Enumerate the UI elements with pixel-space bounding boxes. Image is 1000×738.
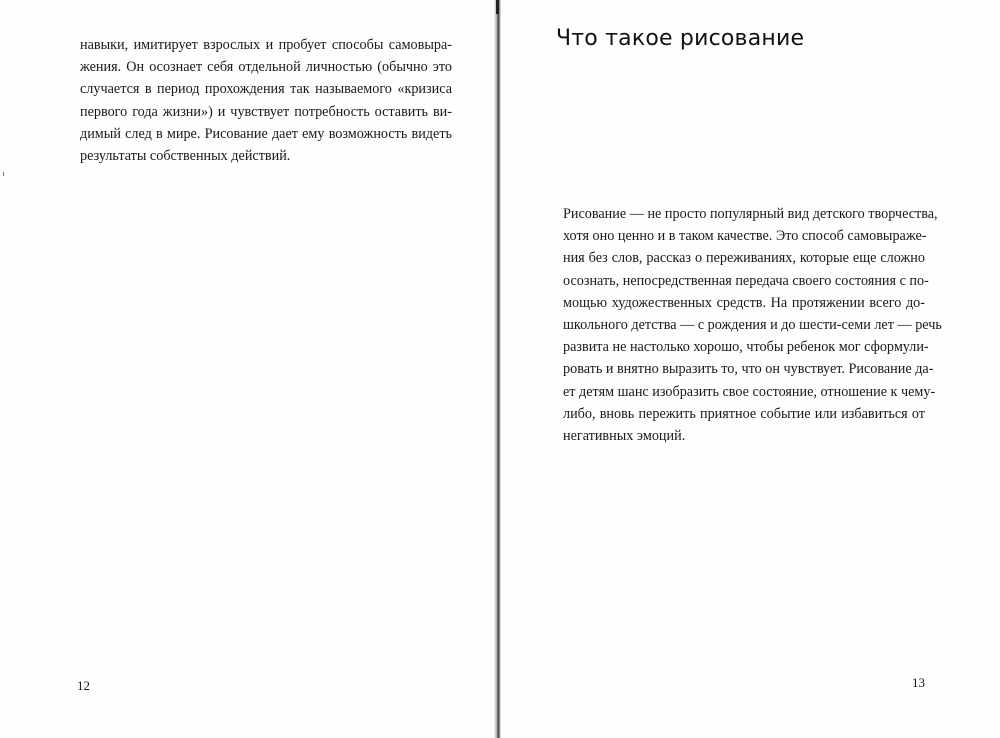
text-line: осознать, непосредственная передача своего состояния с по-: [563, 272, 929, 289]
text-line: первого года жизни») и чувствует потребность оставить ви-: [80, 103, 452, 120]
left-page-body-text: [80, 34, 452, 167]
book-gutter: [494, 0, 501, 738]
text-line: либо, вновь пережить приятное событие или избавиться от: [563, 405, 925, 422]
left-page: [0, 0, 496, 738]
text-line: навыки, имитирует взрослых и пробует способы самовыра-: [80, 37, 452, 53]
text-line: мощью художественных средств. На протяжении всего до-: [563, 294, 925, 311]
text-line: школьного детства — с рождения и до шести-семи лет — речь: [563, 317, 942, 334]
text-line: жения. Он осознает себя отдельной личностью (обычно это: [80, 59, 452, 76]
text-line: Рисование — не просто популярный вид детского творчества,: [563, 206, 938, 222]
text-line: ет детям шанс изобразить свое состояние, отношение к чему-: [563, 383, 936, 400]
text-line: развита не настолько хорошо, чтобы ребенок мог сформули-: [563, 339, 929, 356]
text-line: случается в период прохождения так называемого «кризиса: [80, 81, 452, 98]
right-page-number: 13: [912, 675, 925, 690]
book-gutter-shadow: [496, 0, 499, 14]
chapter-heading: Что такое рисование: [556, 26, 805, 51]
text-line: негативных эмоций.: [563, 428, 686, 445]
left-page-number: 12: [77, 678, 90, 693]
page-edge-mark: [3, 172, 4, 176]
text-line: ния без слов, рассказ о переживаниях, которые еще сложно: [563, 250, 925, 267]
text-line: ровать и внятно выразить то, что он чувствует. Рисование да-: [563, 361, 934, 378]
text-line: результаты собственных действий.: [80, 148, 291, 165]
text-line: димый след в мире. Рисование дает ему возможность видеть: [80, 125, 452, 142]
right-page-body-text: [563, 203, 942, 447]
text-line: хотя оно ценно и в таком качестве. Это способ самовыраже-: [563, 228, 927, 245]
